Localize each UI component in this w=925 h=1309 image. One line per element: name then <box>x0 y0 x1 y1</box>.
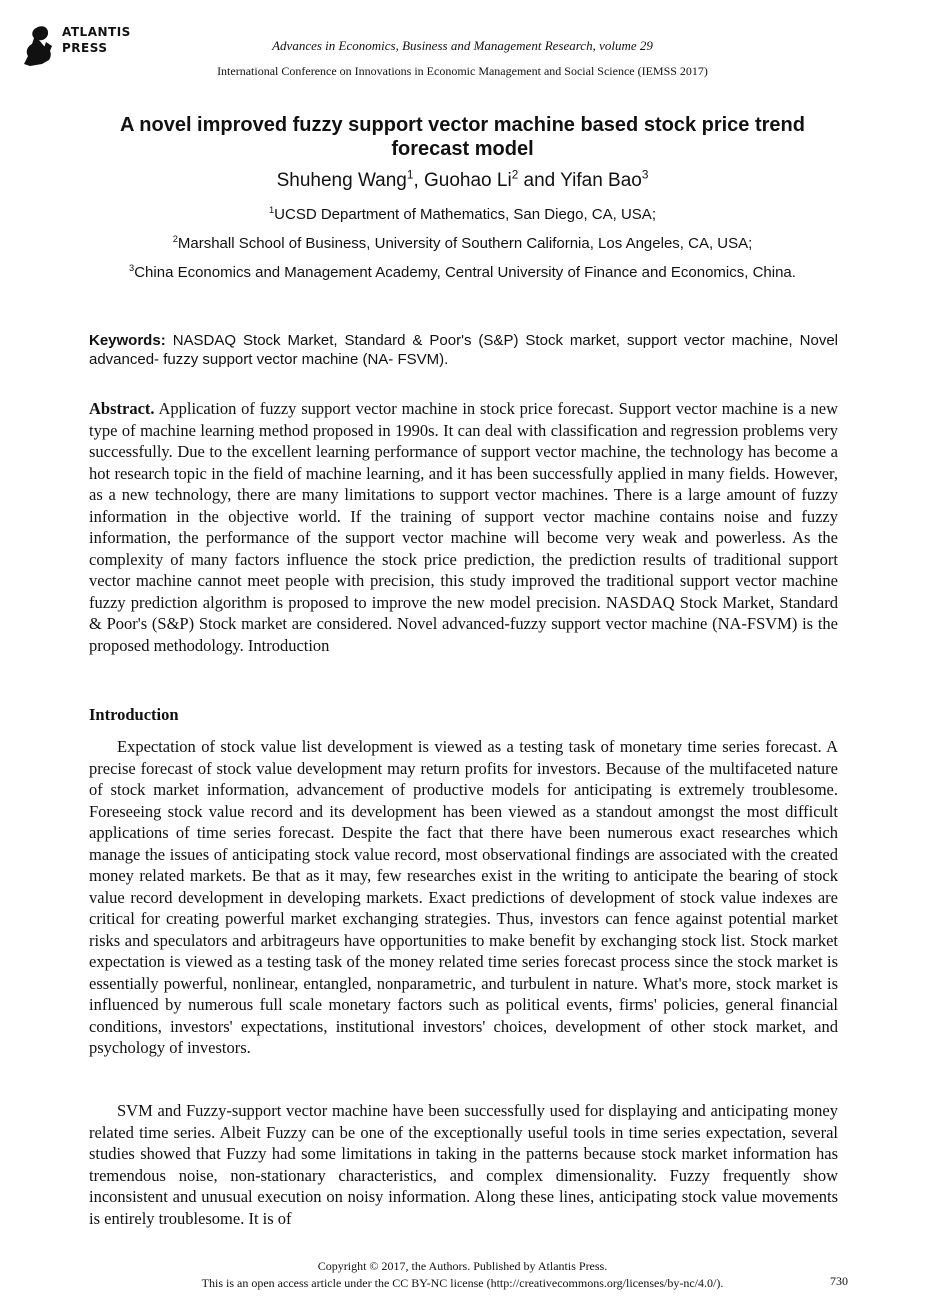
keywords <box>89 331 838 369</box>
author-sup: 2 <box>511 168 519 182</box>
paragraph: SVM and Fuzzy-support vector machine have been successfully used for displaying and anticipating money related time series. Albeit Fuzzy can be one of the exceptionally useful tools in time series expectation, several studies showed that Fuzzy had some limitations in taking in the patterns because stock market information has tremendous noise, non-stationary characteristics, and complex dimensionality. Fuzzy frequently show inconsistent and unusual execution on noisy information. Along these lines, anticipating stock value movements is entirely troublesome. It is of <box>89 1101 838 1228</box>
abstract-label: Abstract. <box>89 399 155 418</box>
logo-line-2: PRESS <box>62 41 108 55</box>
conference-header: International Conference on Innovations in Economic Management and Social Science (IEMSS 2017) <box>217 64 708 78</box>
affiliation <box>90 205 835 224</box>
author-separator: and <box>518 170 561 191</box>
author-sup: 1 <box>406 168 414 182</box>
affiliation <box>90 234 835 253</box>
affiliation-sup: 3 <box>129 263 135 273</box>
affiliation-text: UCSD Department of Mathematics, San Diego, CA, USA; <box>274 206 656 223</box>
abstract-text: Application of fuzzy support vector machine in stock price forecast. Support vector machine is a new type of machine learning method proposed in 1990s. It can deal with classification and regression problems very successfully. Due to the excellent learning performance of support vector machine, the technology has become a hot research topic in the field of machine learning, and it has been successfully applied in many fields. However, as a new technology, there are many limitations to support vector machines. There is a large amount of fuzzy information in the objective world. If the training of support vector machine contains noise and fuzzy information, the performance of the support vector machine will become very weak and powerless. As the complexity of many factors influence the stock price prediction, the prediction results of traditional support vector machine cannot meet people with precision, this study improved the traditional support vector machine fuzzy prediction algorithm is proposed to improve the new model precision. NASDAQ Stock Market, Standard & Poor's (S&P) Stock market are considered. Novel advanced-fuzzy support vector machine (NA-FSVM) is the proposed methodology. Introduction <box>89 399 838 655</box>
section-heading: Introduction <box>89 705 179 724</box>
abstract <box>89 398 838 656</box>
affiliation-sup: 1 <box>269 205 275 215</box>
logo-line-1: ATLANTIS <box>62 25 131 39</box>
author-name: Yifan Bao <box>560 170 642 191</box>
paper-title: A novel improved fuzzy support vector machine based stock price trend forecast model <box>120 114 805 160</box>
affiliation-text: Marshall School of Business, University of Southern California, Los Angeles, CA, USA; <box>177 235 753 252</box>
author-separator: , <box>413 170 424 191</box>
author-name: Shuheng Wang <box>276 170 407 191</box>
author-name: Guohao Li <box>424 170 512 191</box>
copyright-notice: Copyright © 2017, the Authors. Published by Atlantis Press. <box>317 1259 608 1273</box>
author-sup: 3 <box>641 168 649 182</box>
series-header: Advances in Economics, Business and Management Research, volume 29 <box>272 38 653 53</box>
keywords-text: NASDAQ Stock Market, Standard & Poor's (S&P) Stock market, support vector machine, Novel advanced- fuzzy support vector machine (NA- FSVM). <box>89 332 839 368</box>
keywords-label: Keywords: <box>89 332 166 349</box>
paragraph: Expectation of stock value list development is viewed as a testing task of monetary time series forecast. A precise forecast of stock value development may return profits for investors. Because of the multifaceted nature of stock market information, advancement of productive models for anticipating is extremely troublesome. Foreseeing stock value record and its development has been viewed as a standout amongst the most difficult applications of time series forecast. Despite the fact that there have been numerous exact researches which manage the issues of anticipating stock value record, most observational findings are associated with the created money related markets. Be that as it may, few researches exist in the writing to anticipate the bearing of stock value record development in developing markets. Exact predictions of development of stock value indexes are critical for creating powerful market exchanging strategies. Thus, investors can fence against potential market risks and speculators and arbitrageurs have opportunities to make benefit by exchanging stock list. Stock market expectation is viewed as a testing task of the money related time series forecast process since the stock market is essentially powerful, nonlinear, entangled, nonparametric, and turbulent in nature. What's more, stock market is influenced by numerous full scale monetary factors such as political events, firms' policies, general financial conditions, investors' expectations, institutional investors' choices, development of other stock market, and psychology of investors. <box>89 737 838 1057</box>
author-list <box>0 170 925 192</box>
page-number: 730 <box>830 1274 848 1288</box>
affiliation <box>90 263 835 282</box>
license-notice: This is an open access article under the CC BY-NC license (http://creativecommons.org/licenses/by-nc/4.0/). <box>201 1276 724 1290</box>
affiliation-sup: 2 <box>172 234 178 244</box>
affiliation-text: China Economics and Management Academy, Central University of Finance and Economics, China. <box>134 264 796 281</box>
